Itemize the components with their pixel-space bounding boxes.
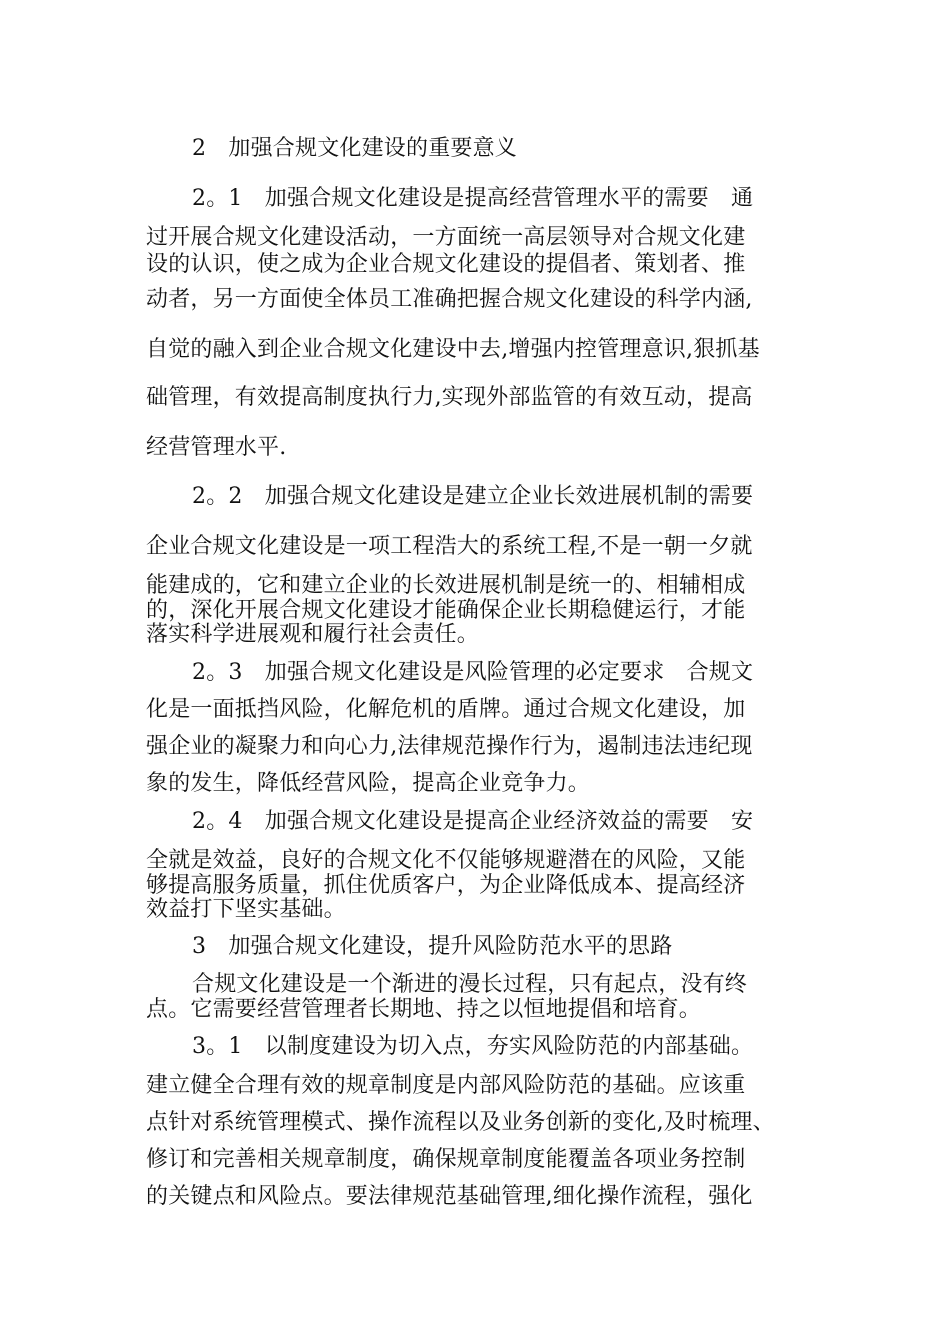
subsection-heading: 2。1 加强合规文化建设是提高经营管理水平的需要 通	[192, 186, 754, 211]
body-text-line: 象的发生，降低经营风险，提高企业竞争力。	[146, 771, 591, 796]
body-text-line: 企业合规文化建设是一项工程浩大的系统工程,不是一朝一夕就	[146, 534, 753, 559]
body-text-line: 自觉的融入到企业合规文化建设中去,增强内控管理意识,狠抓基	[146, 337, 760, 362]
body-text-line: 的关键点和风险点。要法律规范基础管理,细化操作流程，强化	[146, 1184, 753, 1209]
body-text-line: 设的认识，使之成为企业合规文化建设的提倡者、策划者、推	[146, 252, 746, 277]
subsection-heading: 2。4 加强合规文化建设是提高企业经济效益的需要 安	[192, 809, 754, 834]
subsection-heading: 3。1 以制度建设为切入点，夯实风险防范的内部基础。	[192, 1034, 754, 1059]
body-text-line: 修订和完善相关规章制度，确保规章制度能覆盖各项业务控制	[146, 1147, 746, 1172]
body-text-line: 经营管理水平.	[146, 435, 287, 460]
body-text-line: 全就是效益，良好的合规文化不仅能够规避潜在的风险，又能	[146, 848, 746, 873]
body-text-line: 合规文化建设是一个渐进的漫长过程，只有起点，没有终	[192, 972, 748, 997]
section-heading: 2 加强合规文化建设的重要意义	[192, 136, 517, 161]
body-text-line: 落实科学进展观和履行社会责任。	[146, 622, 480, 647]
body-text-line: 化是一面抵挡风险，化解危机的盾牌。通过合规文化建设，加	[146, 697, 746, 722]
section-heading: 3 加强合规文化建设，提升风险防范水平的思路	[192, 934, 673, 959]
body-text-line: 点针对系统管理模式、操作流程以及业务创新的变化,及时梳理、	[146, 1110, 775, 1135]
subsection-heading: 2。2 加强合规文化建设是建立企业长效进展机制的需要	[192, 484, 754, 509]
body-text-line: 点。它需要经营管理者长期地、持之以恒地提倡和培育。	[146, 997, 702, 1022]
body-text-line: 够提高服务质量，抓住优质客户，为企业降低成本、提高经济	[146, 873, 746, 898]
body-text-line: 的，深化开展合规文化建设才能确保企业长期稳健运行，才能	[146, 598, 746, 623]
body-text-line: 动者，另一方面使全体员工准确把握合规文化建设的科学内涵,	[146, 287, 753, 312]
body-text-line: 过开展合规文化建设活动，一方面统一高层领导对合规文化建	[146, 225, 746, 250]
body-text-line: 础管理，有效提高制度执行力,实现外部监管的有效互动，提高	[146, 385, 753, 410]
body-text-line: 强企业的凝聚力和向心力,法律规范操作行为，遏制违法违纪现	[146, 734, 753, 759]
subsection-heading: 2。3 加强合规文化建设是风险管理的必定要求 合规文	[192, 660, 754, 685]
body-text-line: 建立健全合理有效的规章制度是内部风险防范的基础。应该重	[146, 1073, 746, 1098]
body-text-line: 能建成的，它和建立企业的长效进展机制是统一的、相辅相成	[146, 573, 746, 598]
body-text-line: 效益打下坚实基础。	[146, 897, 346, 922]
